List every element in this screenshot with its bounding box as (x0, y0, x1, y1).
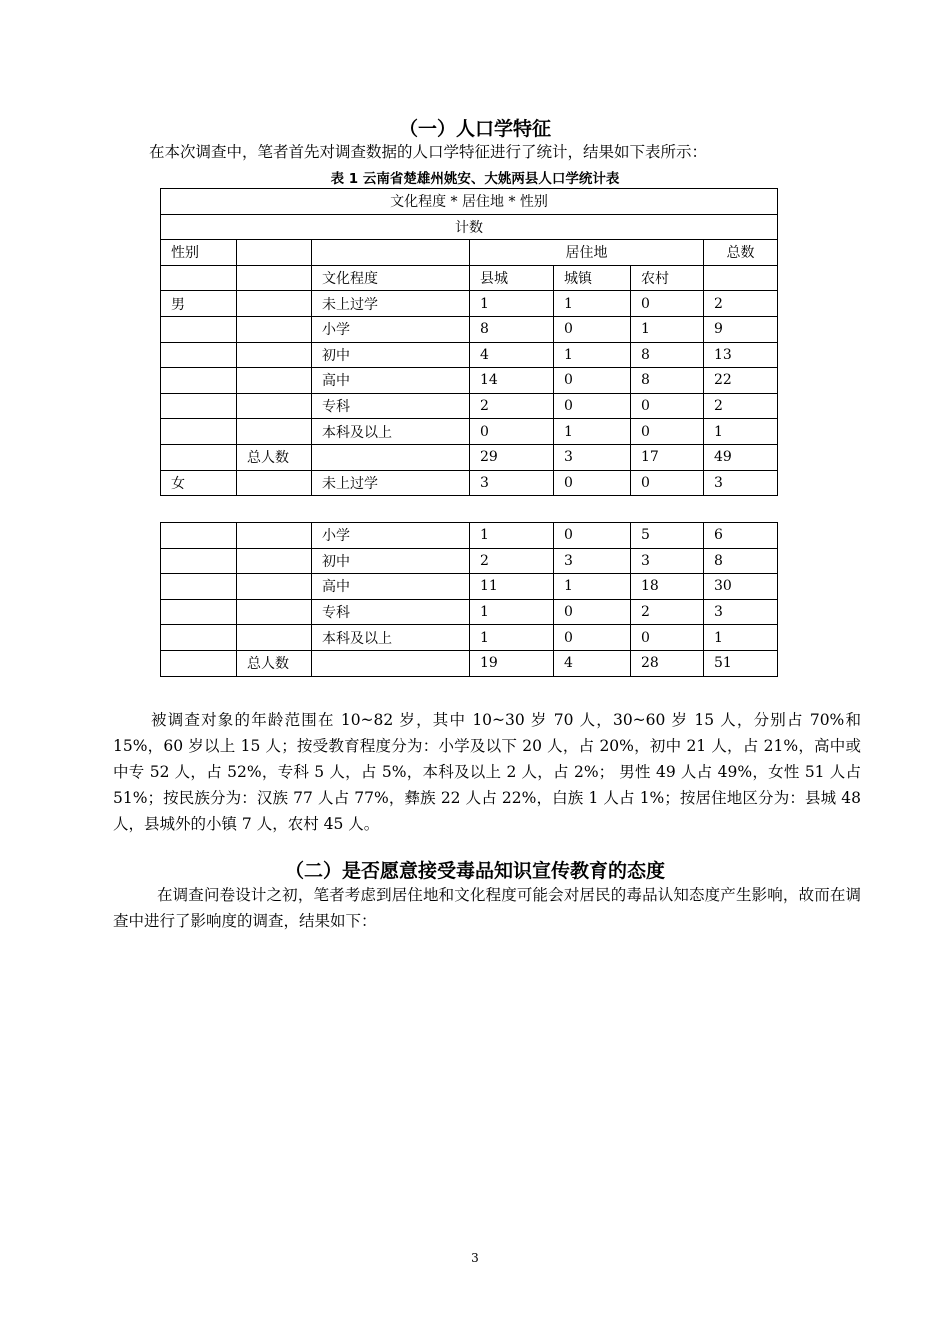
table-row (161, 393, 778, 419)
table-cell (161, 316, 237, 342)
table-cell: 0 (554, 599, 631, 625)
table-cell: 3 (704, 599, 778, 625)
table-cell: 0 (554, 316, 631, 342)
table-row (161, 599, 778, 625)
table-cell: 1 (470, 625, 554, 651)
table-cell (237, 574, 312, 600)
residence-header: 居住地 (470, 240, 704, 266)
section-2-paragraph: 在调查问卷设计之初，笔者考虑到居住地和文化程度可能会对居民的毒品认知态度产生影响，故而在调查中进行了影响度的调查，结果如下： (113, 886, 861, 930)
table-caption: 表 1 云南省楚雄州姚安、大姚两县人口学统计表 (330, 171, 620, 187)
table-row (161, 523, 778, 549)
table-cell: 18 (631, 574, 704, 600)
table-cell: 0 (631, 625, 704, 651)
demographics-table-part-2 (160, 522, 778, 677)
table-cell: 30 (704, 574, 778, 600)
table-row (161, 419, 778, 445)
table-cell: 2 (470, 548, 554, 574)
county-header: 县城 (470, 265, 554, 291)
table-count-label: 计数 (161, 214, 778, 240)
table-cell: 49 (704, 444, 778, 470)
table-cell: 1 (470, 523, 554, 549)
gender-header: 性别 (161, 240, 237, 266)
table-cell: 专科 (312, 393, 470, 419)
table-cell: 1 (554, 419, 631, 445)
header-blank (312, 240, 470, 266)
table-cell (161, 444, 237, 470)
table-row (161, 342, 778, 368)
table-cell: 小学 (312, 316, 470, 342)
table-cell: 8 (704, 548, 778, 574)
table-cell: 0 (631, 393, 704, 419)
table-cell: 17 (631, 444, 704, 470)
table-header-row-1 (161, 240, 778, 266)
table-cell: 0 (631, 291, 704, 317)
table-cell (237, 548, 312, 574)
table-cell: 1 (470, 599, 554, 625)
table-cell: 初中 (312, 548, 470, 574)
section-1-heading: （一）人口学特征 (398, 118, 551, 140)
table-cell (237, 393, 312, 419)
table-cell: 1 (631, 316, 704, 342)
table-cell: 高中 (312, 368, 470, 394)
table-cell: 13 (704, 342, 778, 368)
table-cell: 0 (554, 368, 631, 394)
table-cell: 3 (554, 444, 631, 470)
table-count-row (161, 214, 778, 240)
table-cell: 4 (554, 650, 631, 676)
table-cell: 1 (554, 291, 631, 317)
table-cell (161, 599, 237, 625)
table-cell: 小学 (312, 523, 470, 549)
table-cell: 1 (554, 342, 631, 368)
table-cell: 3 (470, 470, 554, 496)
town-header: 城镇 (554, 265, 631, 291)
table-cell: 2 (704, 393, 778, 419)
table-cell: 28 (631, 650, 704, 676)
table-cell: 总人数 (237, 444, 312, 470)
table-row (161, 291, 778, 317)
table-cell: 0 (554, 470, 631, 496)
table-cell (237, 625, 312, 651)
table-cell: 初中 (312, 342, 470, 368)
table-cell (161, 393, 237, 419)
table-cell: 11 (470, 574, 554, 600)
header-blank (704, 265, 778, 291)
table-cell (161, 548, 237, 574)
table-cell (161, 574, 237, 600)
table-cell: 0 (631, 470, 704, 496)
table-cell: 6 (704, 523, 778, 549)
table-cell: 0 (554, 393, 631, 419)
table-row (161, 650, 778, 676)
table-cell (161, 523, 237, 549)
header-blank (161, 265, 237, 291)
table-cell: 3 (631, 548, 704, 574)
table-cell: 8 (631, 342, 704, 368)
table-cell (161, 625, 237, 651)
table-cell: 0 (470, 419, 554, 445)
demographics-table-part-1 (160, 188, 778, 496)
table-cell: 14 (470, 368, 554, 394)
table-cell: 22 (704, 368, 778, 394)
table-cell: 8 (470, 316, 554, 342)
summary-paragraph: 被调查对象的年龄范围在 10~82 岁，其中 10~30 岁 70 人，30~60 岁 15 人，分别占 70%和 15%，60 岁以上 15 人；按受教育程度分为：小学及以下 20 人，占 20%，初中 21 人，占 21%，高中或中专 52 人，占 52%，专科 5 人，占 5%，本科及以上 2 人，占 2%； 男性 49 人占 49%，女性 51 人占 51%；按民族分为：汉族 77 人占 77%，彝族 22 人占 22%，白族 1 人占 1%；按居住地区分为：县城 48 人，县城外的小镇 7 人，农村 45 人。 (113, 711, 861, 833)
table-cell: 高中 (312, 574, 470, 600)
table-row (161, 470, 778, 496)
table-cell: 19 (470, 650, 554, 676)
table-cell: 1 (470, 291, 554, 317)
table-cell: 2 (631, 599, 704, 625)
table-cell: 5 (631, 523, 704, 549)
table-cell: 8 (631, 368, 704, 394)
table-cell (237, 368, 312, 394)
table-cell: 51 (704, 650, 778, 676)
table-cell: 29 (470, 444, 554, 470)
table-cell: 4 (470, 342, 554, 368)
table-row (161, 368, 778, 394)
section-2-heading: （二）是否愿意接受毒品知识宣传教育的态度 (284, 860, 665, 882)
table-header-row-2 (161, 265, 778, 291)
table-cell (237, 291, 312, 317)
table-cell: 3 (704, 470, 778, 496)
table-cell: 总人数 (237, 650, 312, 676)
table-row (161, 316, 778, 342)
table-title: 文化程度 * 居住地 * 性别 (161, 189, 778, 215)
table-cell: 本科及以上 (312, 419, 470, 445)
table-cell: 1 (704, 419, 778, 445)
table-row (161, 625, 778, 651)
table-cell (161, 650, 237, 676)
section-1-intro: 在本次调查中，笔者首先对调查数据的人口学特征进行了统计，结果如下表所示： (149, 143, 708, 161)
table-cell (161, 342, 237, 368)
table-cell (312, 444, 470, 470)
table-cell (237, 470, 312, 496)
table-cell (237, 342, 312, 368)
table-cell: 3 (554, 548, 631, 574)
table-cell: 2 (470, 393, 554, 419)
table-cell: 1 (704, 625, 778, 651)
page-number: 3 (471, 1251, 479, 1265)
table-cell: 未上过学 (312, 291, 470, 317)
total-header: 总数 (704, 240, 778, 266)
table-cell (237, 523, 312, 549)
table-cell: 未上过学 (312, 470, 470, 496)
table-cell: 专科 (312, 599, 470, 625)
village-header: 农村 (631, 265, 704, 291)
table-row (161, 444, 778, 470)
table-cell (312, 650, 470, 676)
table-row (161, 548, 778, 574)
table-cell (161, 419, 237, 445)
table-cell: 1 (554, 574, 631, 600)
header-blank (237, 265, 312, 291)
table-cell: 0 (554, 625, 631, 651)
table-row (161, 574, 778, 600)
table-cell: 0 (631, 419, 704, 445)
table-cell: 男 (161, 291, 237, 317)
header-blank (237, 240, 312, 266)
table-cell: 女 (161, 470, 237, 496)
table-cell: 0 (554, 523, 631, 549)
education-header: 文化程度 (312, 265, 470, 291)
table-cell: 本科及以上 (312, 625, 470, 651)
table-cell (237, 316, 312, 342)
table-cell: 2 (704, 291, 778, 317)
table-cell (237, 599, 312, 625)
table-cell (161, 368, 237, 394)
table-title-row (161, 189, 778, 215)
table-cell (237, 419, 312, 445)
table-cell: 9 (704, 316, 778, 342)
